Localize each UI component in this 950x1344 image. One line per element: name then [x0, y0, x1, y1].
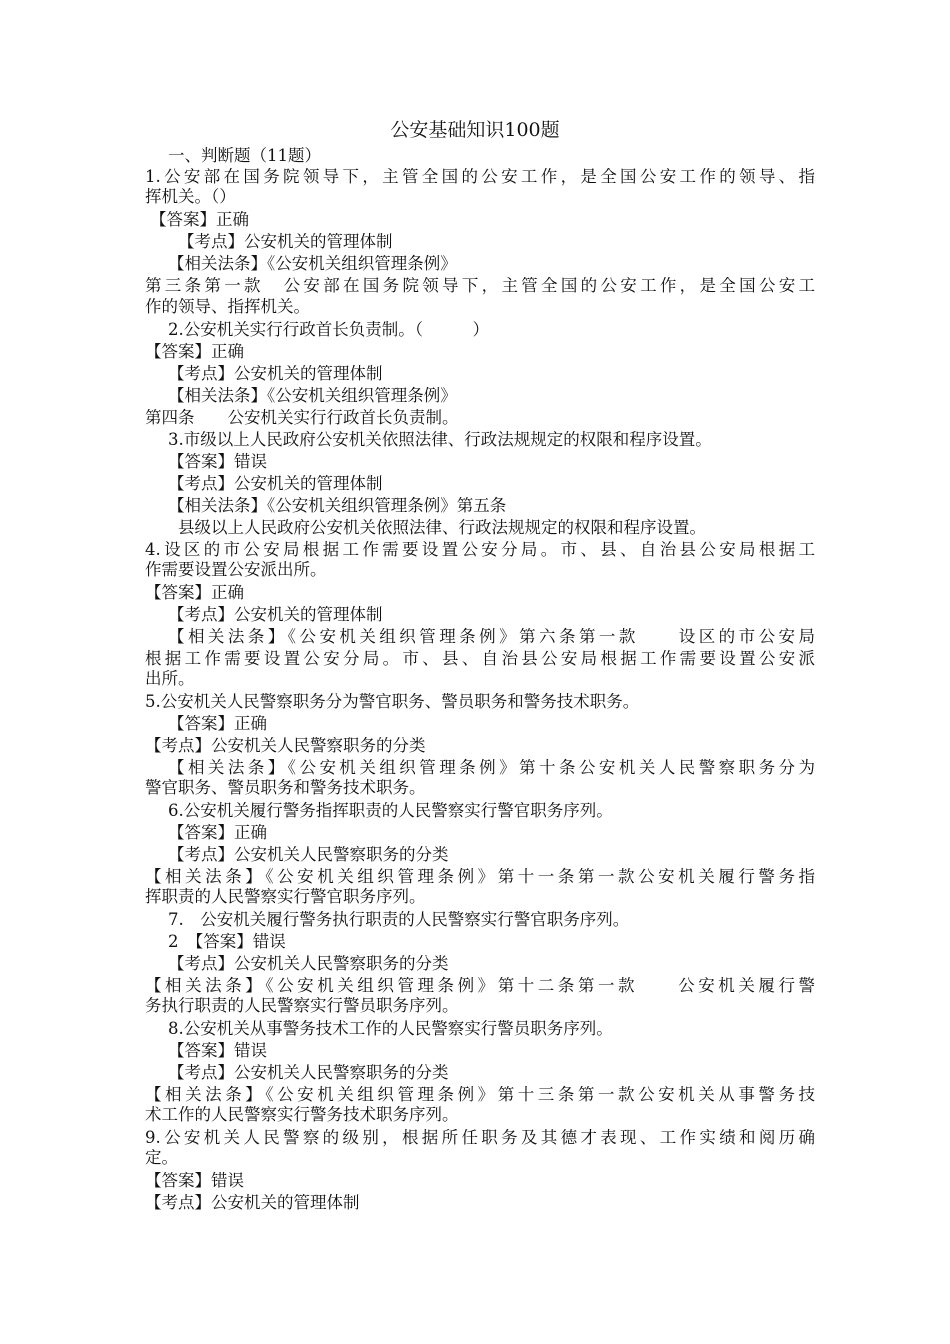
- law-5-cont: 警官职务、警员职务和警务技术职务。: [145, 778, 426, 797]
- point-9: 【考点】公安机关的管理体制: [145, 1193, 360, 1212]
- point-2: 【考点】公安机关的管理体制: [168, 364, 383, 383]
- law-4-cont-2: 出所。: [145, 669, 195, 688]
- law-4-cont: 根据工作需要设置公安分局。市、县、自治县公安局根据工作需要设置公安派: [145, 649, 815, 668]
- law-6: 【相关法条】《公安机关组织管理条例》第十一条第一款公安机关履行警务指: [145, 867, 815, 886]
- law-1: 【相关法条】《公安机关组织管理条例》: [168, 254, 457, 273]
- answer-1: 【答案】正确: [150, 210, 249, 229]
- question-1-cont: 挥机关。（）: [145, 187, 236, 206]
- question-1: 1.公安部在国务院领导下，主管全国的公安工作，是全国公安工作的领导、指: [145, 167, 815, 186]
- answer-9: 【答案】错误: [145, 1171, 244, 1190]
- point-6: 【考点】公安机关人民警察职务的分类: [168, 845, 449, 864]
- answer-8: 【答案】错误: [168, 1041, 267, 1060]
- law-2-text: 第四条 公安机关实行行政首长负责制。: [145, 408, 459, 427]
- law-6-cont: 挥职责的人民警察实行警官职务序列。: [145, 887, 426, 906]
- question-5: 5.公安机关人民警察职务分为警官职务、警员职务和警务技术职务。: [145, 692, 640, 711]
- answer-7: 2 【答案】错误: [168, 932, 286, 951]
- answer-3: 【答案】错误: [168, 452, 267, 471]
- point-1: 【考点】公安机关的管理体制: [178, 232, 393, 251]
- question-2: 2.公安机关实行行政首长负责制。（ ）: [168, 320, 489, 339]
- question-4: 4.设区的市公安局根据工作需要设置公安分局。市、县、自治县公安局根据工: [145, 540, 815, 559]
- law-1-text: 第三条第一款 公安部在国务院领导下，主管全国的公安工作，是全国公安工: [145, 276, 815, 295]
- question-9-cont: 定。: [145, 1148, 178, 1167]
- law-7-cont: 务执行职责的人民警察实行警员职务序列。: [145, 996, 459, 1015]
- point-4: 【考点】公安机关的管理体制: [168, 605, 383, 624]
- law-1-text-cont: 作的领导、指挥机关。: [145, 297, 310, 316]
- point-3: 【考点】公安机关的管理体制: [168, 474, 383, 493]
- answer-2: 【答案】正确: [145, 342, 244, 361]
- question-7: 7. 公安机关履行警务执行职责的人民警察实行警官职务序列。: [168, 910, 630, 929]
- point-5: 【考点】公安机关人民警察职务的分类: [145, 736, 426, 755]
- law-7: 【相关法条】《公安机关组织管理条例》第十二条第一款 公安机关履行警: [145, 976, 815, 995]
- answer-5: 【答案】正确: [168, 714, 267, 733]
- point-8: 【考点】公安机关人民警察职务的分类: [168, 1063, 449, 1082]
- question-4-cont: 作需要设置公安派出所。: [145, 560, 327, 579]
- law-5: 【相关法条】《公安机关组织管理条例》第十条公安机关人民警察职务分为: [168, 758, 815, 777]
- law-3-text: 县级以上人民政府公安机关依照法律、行政法规规定的权限和程序设置。: [178, 518, 706, 537]
- question-8: 8.公安机关从事警务技术工作的人民警察实行警员职务序列。: [168, 1019, 613, 1038]
- question-6: 6.公安机关履行警务指挥职责的人民警察实行警官职务序列。: [168, 801, 613, 820]
- law-4: 【相关法条】《公安机关组织管理条例》第六条第一款 设区的市公安局: [168, 627, 815, 646]
- question-9: 9.公安机关人民警察的级别，根据所任职务及其德才表现、工作实绩和阅历确: [145, 1128, 815, 1147]
- answer-6: 【答案】正确: [168, 823, 267, 842]
- law-8-cont: 术工作的人民警察实行警务技术职务序列。: [145, 1105, 459, 1124]
- law-3: 【相关法条】《公安机关组织管理条例》第五条: [168, 496, 507, 515]
- answer-4: 【答案】正确: [145, 583, 244, 602]
- section-heading: 一、判断题（11题）: [168, 146, 321, 165]
- law-2: 【相关法条】《公安机关组织管理条例》: [168, 386, 457, 405]
- law-8: 【相关法条】《公安机关组织管理条例》第十三条第一款公安机关从事警务技: [145, 1085, 815, 1104]
- point-7: 【考点】公安机关人民警察职务的分类: [168, 954, 449, 973]
- question-3: 3.市级以上人民政府公安机关依照法律、行政法规规定的权限和程序设置。: [168, 430, 712, 449]
- document-title: 公安基础知识100题: [390, 119, 560, 141]
